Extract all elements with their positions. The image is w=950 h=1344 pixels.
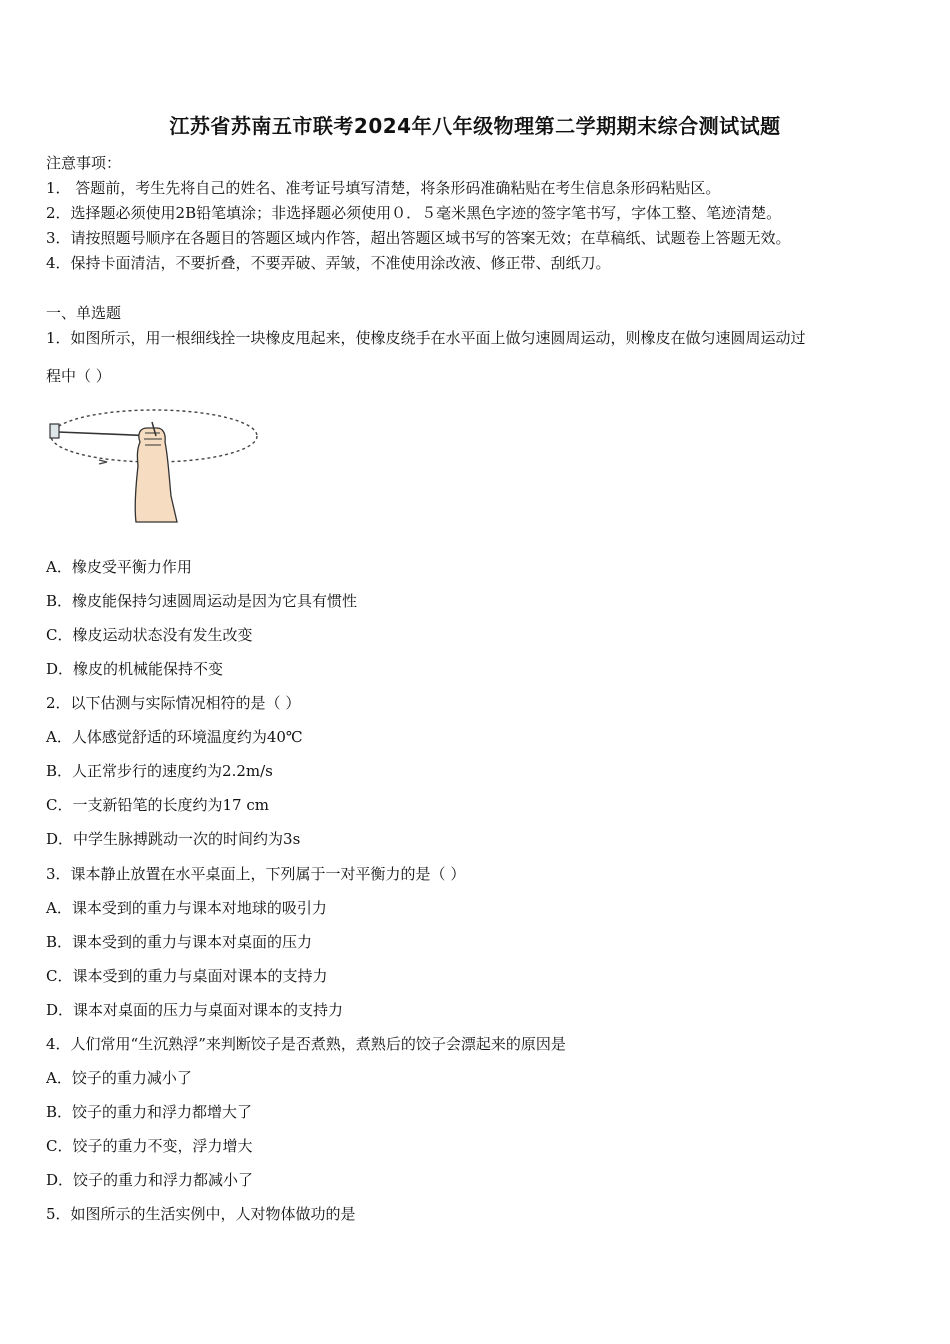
notice-item: 3．请按照题号顺序在各题目的答题区域内作答，超出答题区域书写的答案无效；在草稿纸、试题卷上答题无效。 <box>46 229 791 247</box>
question-4-option-b: B．饺子的重力和浮力都增大了 <box>46 1103 253 1121</box>
question-1-option-b: B．橡皮能保持匀速圆周运动是因为它具有惯性 <box>46 592 358 610</box>
hand <box>135 428 177 522</box>
question-2-option-b: B．人正常步行的速度约为2.2m/s <box>46 762 273 780</box>
question-1-option-c: C．橡皮运动状态没有发生改变 <box>46 626 253 644</box>
question-4-option-c: C．饺子的重力不变，浮力增大 <box>46 1137 253 1155</box>
question-2-option-a: A．人体感觉舒适的环境温度约为40℃ <box>46 728 303 746</box>
notice-item: 1． 答题前，考生先将自己的姓名、准考证号填写清楚，将条形码准确粘贴在考生信息条形码粘贴区。 <box>46 179 721 197</box>
notice-item: 4．保持卡面清洁，不要折叠，不要弄破、弄皱，不准使用涂改液、修正带、刮纸刀。 <box>46 254 611 272</box>
question-4-stem: 4．人们常用“生沉熟浮”来判断饺子是否煮熟，煮熟后的饺子会漂起来的原因是 <box>46 1035 566 1053</box>
exam-title: 江苏省苏南五市联考2024年八年级物理第二学期期末综合测试试题 <box>169 114 781 138</box>
question-1-stem: 1．如图所示，用一根细线拴一块橡皮甩起来，使橡皮绕手在水平面上做匀速圆周运动，则橡皮在做匀速圆周运动过 <box>46 329 806 347</box>
question-1-option-a: A．橡皮受平衡力作用 <box>46 558 192 576</box>
question-3-option-b: B．课本受到的重力与课本对桌面的压力 <box>46 933 313 951</box>
question-1-option-d: D．橡皮的机械能保持不变 <box>46 660 224 678</box>
section-heading: 一、单选题 <box>46 304 122 322</box>
question-3-option-c: C．课本受到的重力与桌面对课本的支持力 <box>46 967 328 985</box>
eraser-block <box>50 424 59 438</box>
question-2-stem: 2．以下估测与实际情况相符的是（ ） <box>46 694 301 712</box>
question-4-option-a: A．饺子的重力减小了 <box>46 1069 192 1087</box>
question-3-stem: 3．课本静止放置在水平桌面上，下列属于一对平衡力的是（ ） <box>46 865 466 883</box>
notice-heading: 注意事项： <box>46 154 122 172</box>
question-5-stem: 5．如图所示的生活实例中，人对物体做功的是 <box>46 1205 356 1223</box>
question-2-option-c: C．一支新铅笔的长度约为17 cm <box>46 796 269 814</box>
question-4-option-d: D．饺子的重力和浮力都减小了 <box>46 1171 254 1189</box>
question-3-option-d: D．课本对桌面的压力与桌面对课本的支持力 <box>46 1001 344 1019</box>
direction-arrow <box>99 460 107 464</box>
eraser-circular-motion-figure <box>44 394 264 524</box>
notice-item: 2．选择题必须使用2B铅笔填涂；非选择题必须使用０．５毫米黑色字迹的签字笔书写，字体工整、笔迹清楚。 <box>46 204 782 222</box>
question-1-stem-cont: 程中（ ） <box>46 367 111 385</box>
question-3-option-a: A．课本受到的重力与课本对地球的吸引力 <box>46 899 327 917</box>
question-2-option-d: D．中学生脉搏跳动一次的时间约为3s <box>46 830 301 848</box>
